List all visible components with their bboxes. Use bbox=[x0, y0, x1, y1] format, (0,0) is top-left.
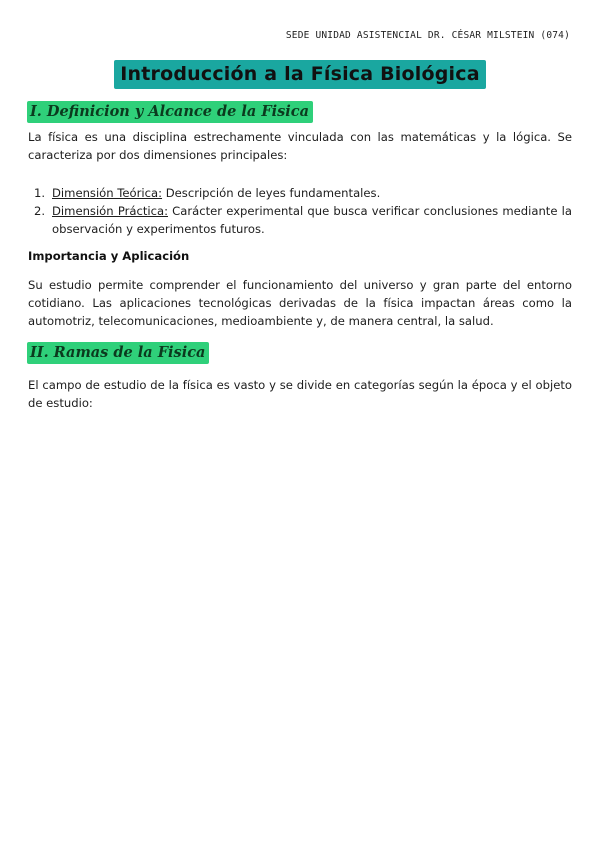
list-item-number: 1. bbox=[34, 186, 46, 200]
section-heading-definicion: I. Definicion y Alcance de la Fisica bbox=[27, 101, 313, 123]
list-item-term: Dimensión Teórica: bbox=[52, 186, 163, 200]
importance-paragraph: Su estudio permite comprender el funcionamiento del universo y gran parte del entorno cotidiano. Las aplicaciones tecnológicas derivadas de la física impactan áreas como la automotriz, telecomunicaciones, medioambiente y, de manera central, la salud. bbox=[28, 278, 572, 328]
list-item-number: 2. bbox=[34, 204, 46, 218]
section-heading-ramas: II. Ramas de la Fisica bbox=[27, 342, 209, 364]
importance-subheading: Importancia y Aplicación bbox=[28, 249, 190, 263]
header-institution-tag: SEDE UNIDAD ASISTENCIAL DR. CÉSAR MILSTEIN (074) bbox=[285, 30, 570, 41]
dimensions-list bbox=[28, 184, 572, 238]
list-item bbox=[28, 184, 572, 202]
list-item-text: Carácter experimental que busca verificar conclusiones mediante la observación y experimentos futuros. bbox=[52, 204, 572, 236]
list-item-text: Descripción de leyes fundamentales. bbox=[162, 186, 381, 200]
title-container bbox=[0, 60, 600, 89]
list-item bbox=[28, 202, 572, 238]
list-item-term: Dimensión Práctica: bbox=[52, 204, 168, 218]
section1-intro-paragraph: La física es una disciplina estrechamente vinculada con las matemáticas y la lógica. Se caracteriza por dos dimensiones principales: bbox=[28, 130, 572, 162]
section2-intro-paragraph: El campo de estudio de la física es vasto y se divide en categorías según la época y el objeto de estudio: bbox=[28, 378, 572, 410]
page-title: Introducción a la Física Biológica bbox=[114, 60, 485, 89]
